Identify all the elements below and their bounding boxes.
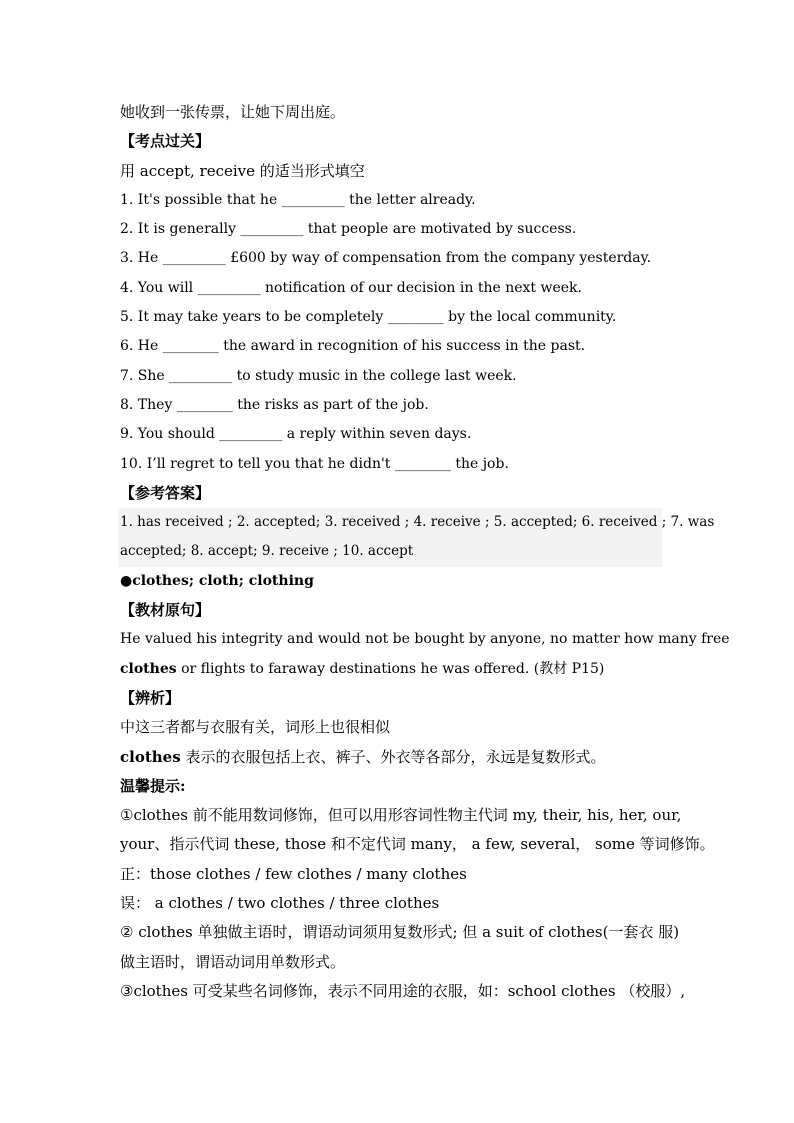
exercise-item: 1. It's possible that he _________ the letter already. bbox=[120, 191, 476, 208]
original-sentence-rest: or flights to faraway destinations he was offered. (教材 P15) bbox=[176, 660, 605, 677]
tip-line: your、指示代词 these, those 和不定代词 many， a few, several， some 等词修饰。 bbox=[120, 835, 715, 854]
analysis-line: 中这三者都与衣服有关，词形上也很相似 bbox=[120, 718, 391, 737]
answer-line: accepted; 8. accept; 9. receive ; 10. accept bbox=[120, 543, 414, 560]
exercise-list bbox=[120, 186, 680, 479]
document-page bbox=[120, 98, 730, 1006]
exercise-item: 10. I’ll regret to tell you that he didn't ________ the job. bbox=[120, 455, 509, 472]
analysis-line bbox=[120, 743, 680, 772]
correct-example: 正：those clothes / few clothes / many clothes bbox=[120, 864, 467, 883]
exercise-item: 2. It is generally _________ that people are motivated by success. bbox=[120, 221, 577, 238]
tip-heading: 温馨提示: bbox=[120, 776, 186, 795]
exercise-item: 8. They ________ the risks as part of the job. bbox=[120, 396, 429, 413]
exercise-item: 5. It may take years to be completely ________ by the local community. bbox=[120, 309, 617, 326]
keyword-clothes: clothes bbox=[120, 660, 177, 677]
tip-line: ② clothes 单独做主语时，谓语动词须用复数形式; 但 a suit of clothes(一套衣 服) bbox=[120, 923, 680, 942]
original-sentence-line: He valued his integrity and would not be bought by anyone, no matter how many free bbox=[120, 631, 730, 648]
intro-sentence: 她收到一张传票，让她下周出庭。 bbox=[120, 103, 346, 121]
tip-line: ①clothes 前不能用数词修饰，但可以用形容词性物主代词 my, their, his, her, our, bbox=[120, 806, 682, 825]
exercise-item: 9. You should _________ a reply within seven days. bbox=[120, 426, 472, 443]
original-sentence-line bbox=[120, 655, 680, 684]
tip-line: 做主语时，谓语动词用单数形式。 bbox=[120, 952, 346, 971]
exercise-item: 3. He _________ £600 by way of compensation from the company yesterday. bbox=[120, 250, 652, 267]
exercise-item: 4. You will _________ notification of our decision in the next week. bbox=[120, 279, 582, 296]
section-heading-original: 【教材原句】 bbox=[120, 601, 211, 620]
answer-box bbox=[118, 508, 715, 567]
exercise-instruction: 用 accept, receive 的适当形式填空 bbox=[120, 161, 365, 180]
section-heading-answers: 【参考答案】 bbox=[120, 483, 211, 502]
tip-line: ③clothes 可受某些名词修饰，表示不同用途的衣服，如：school clothes （校服）, bbox=[120, 981, 686, 1000]
exercise-item: 6. He ________ the award in recognition of his success in the past. bbox=[120, 338, 586, 355]
wrong-example: 误： a clothes / two clothes / three clothes bbox=[120, 894, 440, 913]
section-heading-test: 【考点过关】 bbox=[120, 132, 211, 151]
keyword-clothes: clothes bbox=[120, 747, 181, 766]
answer-line: 1. has received ; 2. accepted; 3. received ; 4. receive ; 5. accepted; 6. received ; 7. was bbox=[120, 514, 715, 531]
analysis-line-rest: 表示的衣服包括上衣、裤子、外衣等各部分，永远是复数形式。 bbox=[180, 747, 606, 766]
section-heading-analysis: 【辨析】 bbox=[120, 688, 181, 707]
exercise-item: 7. She _________ to study music in the college last week. bbox=[120, 367, 517, 384]
topic-heading: ●clothes; cloth; clothing bbox=[120, 572, 314, 589]
